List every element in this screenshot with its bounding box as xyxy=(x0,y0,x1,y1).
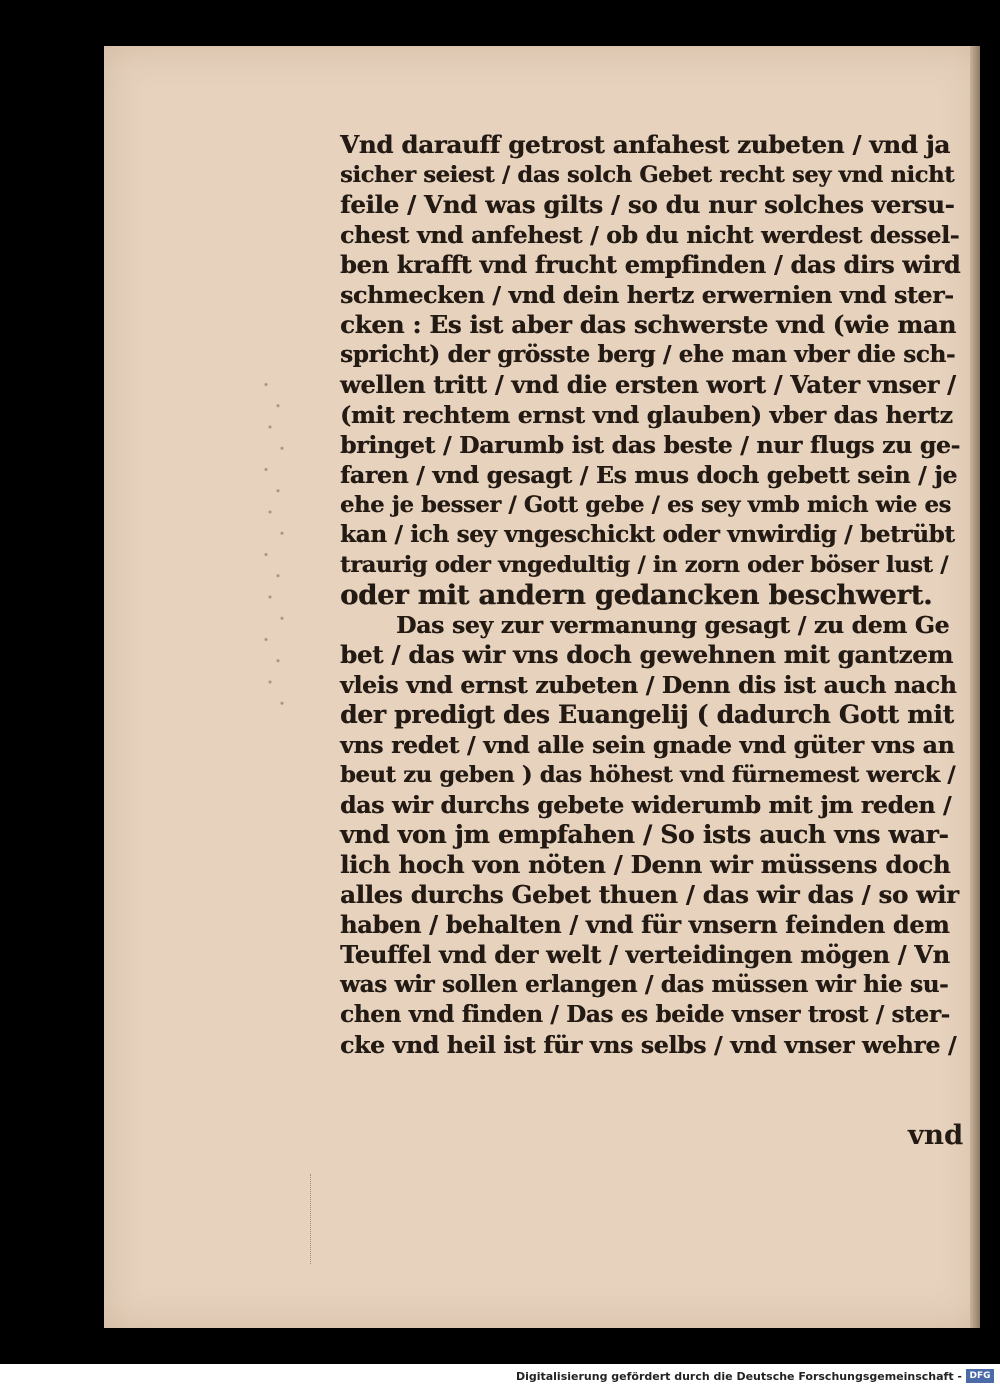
text-line: vns redet / vnd alle sein gnade vnd güter vns an xyxy=(340,731,955,759)
text-line: kan / ich sey vngeschickt oder vnwirdig / betrübt xyxy=(340,521,955,548)
text-line: der predigt des Euangelij ( dadurch Gott mit xyxy=(340,700,954,729)
text-line: feile / Vnd was gilts / so du nur solches versu- xyxy=(340,190,955,219)
gutter-marks xyxy=(254,376,294,716)
text-line: beut zu geben ) das höhest vnd fürnemest werck / xyxy=(340,762,956,788)
footer-bar xyxy=(0,1364,1000,1389)
text-line: cke vnd heil ist für vns selbs / vnd vnser wehre / xyxy=(340,1031,957,1059)
text-line: ehe je besser / Gott gebe / es sey vmb mich wie es xyxy=(340,492,951,518)
text-line: faren / vnd gesagt / Es mus doch gebett sein / je xyxy=(340,461,958,489)
text-line: ben krafft vnd frucht empfinden / das dirs wird xyxy=(340,250,961,279)
funding-notice: Digitalisierung gefördert durch die Deutsche Forschungsgemeinschaft - xyxy=(515,1370,962,1383)
text-line: bringet / Darumb ist das beste / nur flugs zu ge- xyxy=(340,431,960,459)
text-line: bet / das wir vns doch gewehnen mit gantzem xyxy=(340,640,953,669)
text-line: das wir durchs gebete widerumb mit jm reden / xyxy=(340,791,952,819)
text-line: Das sey zur vermanung gesagt / zu dem Ge xyxy=(396,611,950,639)
text-line: alles durchs Gebet thuen / das wir das / so wir xyxy=(340,880,959,909)
text-line: lich hoch von nöten / Denn wir müssens doch xyxy=(340,850,951,879)
text-line: sicher seiest / das solch Gebet recht sey vnd nicht xyxy=(340,162,955,188)
page-edge xyxy=(970,46,980,1328)
text-line: vleis vnd ernst zubeten / Denn dis ist auch nach xyxy=(340,671,957,699)
gutter-marks-lower xyxy=(310,1174,321,1264)
text-line: wellen tritt / vnd die ersten wort / Vater vnser / xyxy=(340,370,956,399)
text-line: spricht) der grösste berg / ehe man vber die sch- xyxy=(340,341,956,368)
text-line: cken : Es ist aber das schwerste vnd (wie man xyxy=(340,310,956,339)
text-block xyxy=(340,130,960,1060)
text-line: chen vnd finden / Das es beide vnser trost / ster- xyxy=(340,1001,950,1028)
text-line: Teuffel vnd der welt / verteidingen mögen / Vn xyxy=(340,940,950,969)
text-line: traurig oder vngedultig / in zorn oder böser lust / xyxy=(340,552,949,578)
text-line: (mit rechtem ernst vnd glauben) vber das hertz xyxy=(340,401,953,429)
text-line: was wir sollen erlangen / das müssen wir hie su- xyxy=(340,971,949,998)
text-line: Vnd darauff getrost anfahest zubeten / vnd ja xyxy=(340,130,950,159)
book-page xyxy=(104,46,980,1328)
text-line: schmecken / vnd dein hertz erwernien vnd ster- xyxy=(340,281,954,309)
text-line: haben / behalten / vnd für vnsern feinden dem xyxy=(340,910,950,939)
text-line: chest vnd anfehest / ob du nicht werdest dessel- xyxy=(340,221,960,249)
text-line: vnd von jm empfahen / So ists auch vns war- xyxy=(340,820,949,849)
dfg-logo: DFG xyxy=(966,1369,994,1383)
text-line: oder mit andern gedancken beschwert. xyxy=(340,579,933,611)
catchword: vnd xyxy=(908,1119,964,1151)
